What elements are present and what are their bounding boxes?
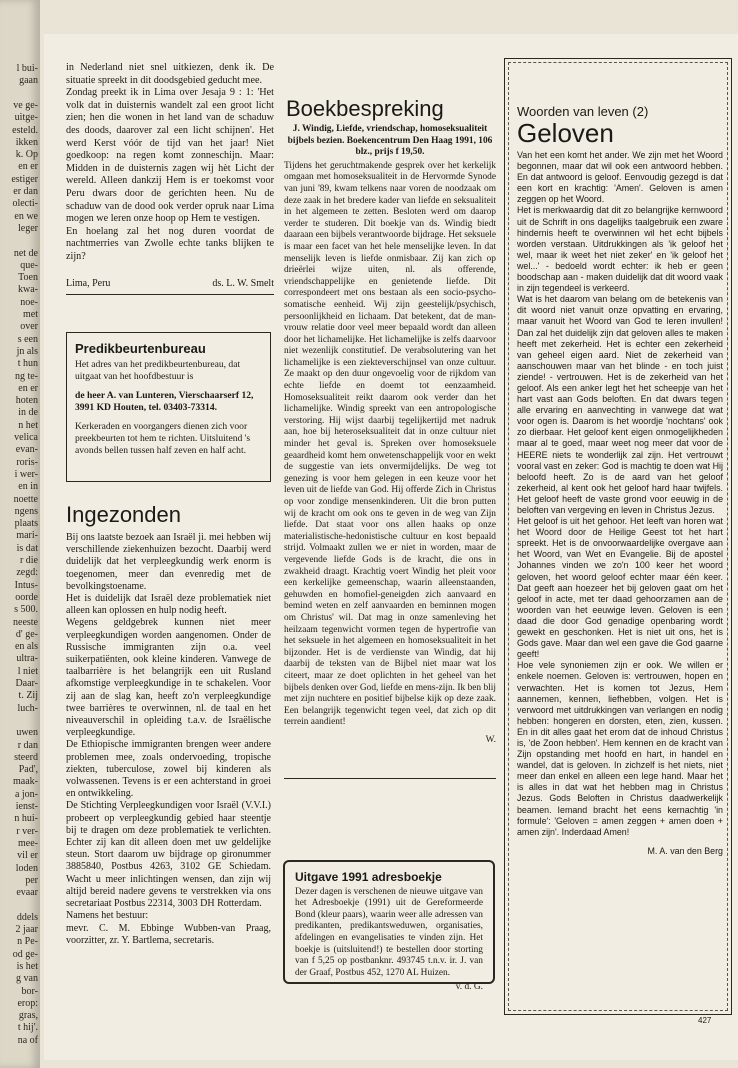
gutter-fragment: velica [14,432,38,443]
gutter-fragment: r ver- [16,825,38,837]
gutter-fragment: esteld. [12,124,38,136]
gutter-fragment: kwa- [18,284,38,296]
paragraph: Zondag preekt ik in Lima over Jesaja 9 : 1: 'Het volk dat in duisternis wandelt zal een groot licht zien; hen die wonen in het land van de schaduw des doods, daarover zal een licht schijnen'. Het werd Kerst vóór de tijd van het jaar! Niet goedkoop: na regen komt zonneschijn. Maar: Midden in de duisternis zagen wij hèt Licht der wereld. Alleen dankzij Hem is er toekomst voor Peru dwars door de gerichten heen. Nu de schaduw van de dood ook verder opruk naar Lima mogen we leren onze hoop op Hem te vestigen. [66,87,274,225]
gutter-fragment: Pad', [18,764,38,776]
box-address: de heer A. van Lunteren, Vierschaarserf 12, 3991 KD Houten, tel. 03403-73314. [75,390,254,413]
gutter-fragment: ikken [15,136,38,148]
box-title: Uitgave 1991 adresboekje [295,870,442,884]
paragraph: Hoe vele synoniemen zijn er ook. We willen er enkele noemen. Geloven is: vertrouwen, hopen en verwachten. Het is komen tot Jezus, Hem aannemen, kennen, liefhebben, volgen. Het is verwoord met uitdrukkingen van verlangen en nodig hebben: hongeren en dorsten, eten, zien, kussen. En in dit alles gaat het erom dat de inhoud Christus is, 'de Zoon hebben'. Hem kennen en de kracht van Zijn opstanding met hoofd en hart, in handel en wandel, dat is geloven. In zichzelf is het niets, niet meer dan enkel en alleen een lege hand. Maar het is alles in dat wat het hebben mag in Christus Jezus. Gods Beloften in Christus daadwerkelijk beamen. Iemand bracht het eens kernachtig 'in formule': 'Geloven = amen zeggen + amen doen + amen zijn'. Inderdaad Amen! [517,660,723,837]
gutter-fragment: uwen [16,727,38,739]
paragraph: Van het een komt het ander. We zijn met het Woord begonnen, maar dat wil ook een antwoord hebben. En dat antwoord is geloof. Eenvoudig gezegd is dat een kort en krachtig: 'Amen'. Geloven is amen zeggen op het Woord. [517,150,723,205]
gutter-fragment: roris- [16,456,38,468]
gutter-fragment: evan- [15,444,38,456]
signature-line [66,278,274,291]
gutter-fragment: loden [15,862,38,874]
divider [284,778,496,779]
gutter-fragment: noe- [20,296,38,308]
adresboekje-box [283,860,495,993]
column-meditatie [517,150,723,857]
paragraph: Het geloof is uit het gehoor. Het leeft van horen wat het Woord door de Heilige Geest tot het hart spreekt. Het is de onvoorwaardelijke overgave aan het Woord, van Wet en Evangelie. Bij de apostel Johannes vinden we zo'n 100 keer het woord geloven, het woord geloof echter maar één keer. Dat geeft aan hoezeer het bij geloven gaat om het geloof in acte, met ter daad gehoorzamen aan de woorden van het eeuwige leven. Geloven is een daad die door God genadige openbaring wordt gewekt en geschonken. Het is niet uit ons, het is Gods gave. Maar dan wel een gave die God gaarne geeft! [517,516,723,660]
gutter-fragment: bor- [21,985,38,997]
gutter-fragment: noette [13,493,38,505]
gutter-fragment: t hij'. [17,1022,38,1034]
gutter-fragment: mari- [16,530,38,542]
predikbeurtenbureau-box [66,332,271,482]
gutter-fragment: mee- [18,837,38,849]
author: ds. L. W. Smelt [212,277,274,289]
gutter-fragment: zegd: [16,567,38,579]
gutter-fragment: Daar- [15,678,38,689]
gutter-fragment: is dat [16,542,38,554]
gutter-fragment: Toen [18,272,38,284]
gutter-fragment: over [20,321,38,333]
gutter-fragment: evaar [16,887,38,899]
box-body: Dezer dagen is verschenen de nieuwe uitgave van het Adresboekje (1991) uit de Gereformeerde Bond (kleur paars), waarin weer alle adressen van predikanten, predikantsweduwen, organisaties, afdelingen en evangelisaties te vinden zijn. Het boekje is (uitsluitend!) te bestellen door storting van f 5,25 op postbanknr. 493745 t.n.v. ir. J. van der Graaf, Postbus 452, 1270 AL Huizen. [295,886,483,978]
gutter-fragment: d' ge- [15,628,38,640]
gutter-fragment: od ge- [12,948,38,960]
gutter-fragment: vil er [17,850,38,862]
paragraph: Wat is het daarom van belang om de betekenis van dit woord niet vanuit onze opvatting en ervaring, maar vanuit het Woord van God te leren invullen! Dan zal het duidelijk zijn dat geloven alles te maken heeft met zekerheid. Het is echter een zekerheid van geheel eigen aard. Niet de zekerheid van aanschouwen maar van het blinde - en toch juist ziende! - vertrouwen. Het is de zekerheid van het geloof. Als een anker legt het het scheepje van het hart vast aan Gods beloften. En dat dwars tegen alle ervaring en aanvechting in vanwege dat wat voor ogen is. Daarom is het woordje 'nochtans' ook zo dierbaar. Het geloof kent eigen onmogelijkheden maar al te goed, maar weet nog meer dat voor de HEERE niets te wonderlijk zal zijn. Het vertrouwt vooral vast en zeker: God is machtig te doen wat Hij beloofd heeft. Zo is de aard van het geloof zekerheid, al kent ook het geloof hard haar twijfels. Het geloof heeft de vaste grond voor eeuwig in de beloften van vergeving en leven in Christus Jezus. [517,294,723,515]
gutter-fragment: in de [18,407,38,419]
gutter-fragment: l bui- [16,63,38,74]
meditation-kicker: Woorden van leven (2) [517,104,649,119]
meditation-title: Geloven [517,118,614,148]
gutter-fragment: maak- [13,776,38,788]
gutter-fragment: met [23,309,38,320]
previous-page-gutter [0,0,40,1068]
gutter-fragment: erop: [17,997,38,1009]
gutter-fragment: hoten [15,395,38,407]
gutter-fragment: neeste [13,616,38,628]
column-lima-report [66,62,274,295]
review-signature: W. [485,734,496,745]
meditation-signature: M. A. van den Berg [647,845,723,856]
gutter-fragment: r dan [17,739,38,751]
paragraph: in Nederland niet snel uitkiezen, denk ik. De situatie spreekt in dit doodsgebied geducht mee. [66,62,274,86]
gutter-fragment: en er [18,161,38,173]
gutter-fragment: steerd [14,751,38,763]
gutter-fragment: Intus- [14,579,38,591]
gutter-fragment: ultra- [16,653,38,665]
box-intro: Het adres van het predikbeurtenbureau, dat uitgaat van het hoofdbestuur is [75,359,241,382]
gutter-fragment: jn als [16,345,38,357]
gutter-fragment: t. Zij [18,690,38,702]
box-note: Kerkeraden en voorgangers dienen zich voor preekbeurten tot hem te richten. Uitsluitend 's avonds bellen tussen half zeven en half acht. [75,421,251,456]
gutter-fragment: ve ge- [13,99,38,111]
column-ingezonden [66,532,271,947]
gutter-fragment: n het [18,419,38,431]
paragraph: Bij ons laatste bezoek aan Israël ji. mei hebben wij verschillende ziekenhuizen bezocht. Daarbij werd duidelijk dat het verpleegkundig werk enorm is toegenomen, meer dan evenredig met de bevolkingstoename. [66,532,271,592]
paragraph: De Ethiopische immigranten brengen weer andere problemen mee, zoals ondervoeding, tropische ziekten, tuberculose, zowel bij kinderen als volwassenen. Tevens is er een achterstand in groei en ontwikkeling. [66,739,271,800]
gutter-fragment: r die [19,555,38,566]
gutter-fragment: olecti- [12,198,38,210]
paragraph: De Stichting Verpleegkundigen voor Israël (V.V.I.) probeert op verpleegkundig gebied haar steentje bij te dragen om deze problematiek te verlichten. Echter zij kan dit alleen doen met uw geldelijke steun. Stort daarom uw bijdrage op gironummer 3885840, Postbus 4263, 3102 GE Schiedam. Wacht u meer inlichtingen wensen, dan zijn wij altijd bereid nadere gevens te verstrekken via ons secretariaat Postbus 22314, 3003 DH Rotterdam. [66,800,271,910]
gutter-fragment: que- [20,259,38,271]
gutter-fragment: ienst- [15,801,38,812]
gutter-fragment: en er [18,382,38,394]
gutter-fragment: n hui- [14,813,38,825]
gutter-fragment: estiger [11,173,38,185]
gutter-fragment: gras, [18,1010,38,1022]
gutter-fragment: k. Op [15,149,38,161]
paragraph: En hoelang zal het nog duren voordat de nachtmerries van Zwolle echte tanks blijken te zijn? [66,225,274,262]
gutter-fragment: s een [17,333,38,345]
gutter-fragment: uitge- [14,112,38,124]
section-title-boekbespreking: Boekbespreking [286,96,444,121]
gutter-fragment: na of [17,1034,38,1046]
paragraph: mevr. C. M. Ebbinge Wubben-van Praag, voorzitter, zr. Y. Bartlema, secretaris. [66,922,271,946]
column-boekbespreking [284,124,496,746]
gutter-fragment: t hun [17,358,38,370]
gutter-fragment: en we [14,210,38,222]
gutter-fragment: ng te- [14,370,38,382]
gutter-fragment: 2 jaar [15,924,38,935]
gutter-fragment: leger [18,222,38,234]
gutter-fragment: en in [18,481,38,493]
gutter-fragment: a jon- [14,788,38,800]
gutter-fragment: en als [14,641,38,653]
gutter-fragment: per [25,874,38,886]
box-signature: v. d. G. [455,982,483,993]
gutter-fragment: luch- [17,702,38,714]
gutter-fragment: l niet [17,665,38,677]
gutter-fragment: i wer- [14,468,38,480]
section-title-ingezonden: Ingezonden [66,502,181,527]
gutter-fragment: gaan [19,75,38,87]
box-title: Predikbeurtenbureau [75,341,206,356]
divider [66,294,274,295]
place: Lima, Peru [66,277,111,289]
gutter-fragment: n Pe- [17,936,38,948]
gutter-fragment: plaats [14,518,38,530]
page-number: 427 [698,1016,712,1025]
paragraph: Wegens geldgebrek kunnen niet meer verpleegkundigen worden aangenomen. Onder de Russische immigranten zijn o.a. veel suikerpatiënten, ook kleine kinderen. Vanwege de taalbarrière is het belangrijk een uit Rusland afkomstige verpleegkundige in te schakelen. Voor zij aan de slag kan, heeft zo'n verpleegkundige twee barrières te overwinnen, nl. de taal en het niveauverschil in opleiding t.a.v. de Israëlische verpleegkundige. [66,617,271,739]
review-body: Tijdens het geruchtmakende gesprek over het kerkelijk omgaan met homoseksualiteit in de Hervormde Synode van juni '89, kwam telkens naar voren de noodzaak om deze zaak in het bredere kader van liefde en seksualiteit in het algemeen te zetten. Besloten werd om daarop verder te studeren. Dit boekje van ds. Windig biedt daaraan een bijbels verantwoorde bijdrage. Het seksuele is maar een facet van het hele menselijke leven. In dat menselijk leven is liefde onmisbaar. Zij kan zich op drieërlei wijze uiten, nl. als offerende, vriendschappelijke en genietende liefde. Dit correspondeert met ons bestaan als een socio-psycho-somatische eenheid. Wij zijn geestelijk/psychisch, persoonlijkheid en lichaam. Dat betekent, dat de man-vrouw relatie door veel meer bepaald wordt dan alleen door het lichamelijke. Het lichamelijke is zelfs daarvoor niet wezenlijk constitutief. De verabsolutering van het lichamelijke is een ziekteverschijnsel van onze cultuur. Ze maakt op den duur ongevoelig voor de rijkdom van echte liefde en doemt tot eenzaamheid. Homoseksualiteit reikt daarom ook verder dan het lichamelijke. Windig spreekt van een antropologische verstoring. Hij wijst daarbij tegelijkertijd met nadruk aan, hoe bij heteroseksualiteit dat in onze cultuur niet minder het geval is. Spreken over homoseksuele geaardheid komt hem onwetenschappelijk voor en wekt de suggestie van iets onvermijdelijks. De weg tot genezing is voor hem gelegen in een keuze voor het leven uit de liefde van God. Hij offerde Zich in Christus op voor zondige mensenkinderen. Uit die bron putten wij de kracht om ook ons te geven in de weg van Zijn liefde. Dat staat voor ons allen haaks op onze materialistische-hedonistische cultuur en kost bepaald strijd. Volmaakt zullen we er niet in worden, maar de vergevende liefde Gods is de kracht, die ons in zwakheid draagt. Krachtig voert Windig het pleit voor een kerkelijke gemeenschap, waarin alleenstaanden, gehuwden en homofiel-geneigden zich aanvaard en bemind weten en zelf aanvaarden en beminnen mogen om Christus' wil. Dat mag in onze samenleving het heilzaam tegenwicht vormen tegen de hypertrofie van het seksuele in het algemeen en homoseksualiteit in het bijzonder. Het is de verdienste van Windig, dat hij daarbij de teksten van de Bijbel niet maar wat los citeert, maar ze doet oplichten in het geheel van het bijbels denken over God, liefde en mens-zijn. Ik ben blij met zijn nuchtere en positief bijbelse kijk op deze zaak. Een belangrijk tegenwicht tegen veel, dat zich op dit terrein aandient! [284,160,496,728]
gutter-fragment: is het [16,960,38,972]
book-reference: J. Windig, Liefde, vriendschap, homoseksualiteit bijbels bezien. Boekencentrum Den Haag 1991, 106 blz., prijs f 19,50. [287,124,493,158]
gutter-fragment: s 500. [14,604,38,616]
gutter-fragment: ngens [14,505,38,517]
gutter-fragment: net de [13,247,38,259]
paragraph: Het is merkwaardig dat dit zo belangrijke kernwoord uit de Schrift in ons dagelijks taalgebruik een zware hindernis heeft te overwinnen wil het echt bijbels worden verstaan. Uitdrukkingen als 'ik geloof het wel, maar ik weet het niet zeker' en 'ik geloof het wel...' - bedoeld wordt echter: ik heb er geen boodschap aan - maken duidelijk dat dit woord vaak in zijn tegendeel is verkeerd. [517,205,723,294]
paragraph: Het is duidelijk dat Israël deze problematiek niet alleen kan oplossen en hulp nodig heeft. [66,593,271,617]
gutter-fragment: oorde [15,591,38,603]
gutter-fragment: g van [16,973,38,985]
gutter-fragment: er dan [13,186,38,197]
gutter-fragment: ddels [16,911,38,923]
paragraph: Namens het bestuur: [66,910,149,922]
